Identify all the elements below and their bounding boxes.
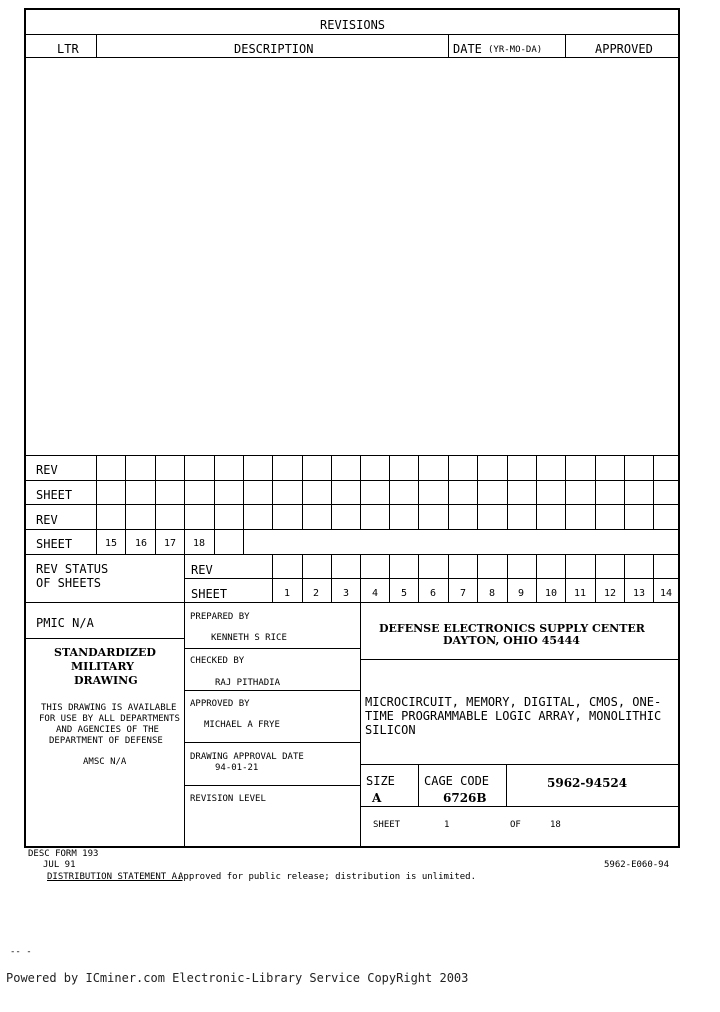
- rule: [360, 806, 680, 807]
- sheet-number: 16: [135, 538, 148, 549]
- sheet-number: 15: [105, 538, 118, 549]
- form-code: 5962-E060-94: [604, 860, 670, 870]
- size-label: SIZE: [366, 774, 395, 788]
- col-date-format: (YR-MO-DA): [488, 45, 543, 55]
- rule: [24, 602, 680, 603]
- grid-line: [507, 554, 508, 602]
- grid-line: [272, 455, 273, 529]
- grid-line: [24, 504, 680, 505]
- grid-line: [418, 554, 419, 602]
- of-value: 18: [550, 820, 561, 830]
- sheet-value: 1: [444, 820, 450, 830]
- availability-line: DEPARTMENT OF DEFENSE: [49, 736, 163, 746]
- grid-line: [125, 455, 126, 529]
- sheet-number: 10: [545, 588, 558, 599]
- form-date: JUL 91: [43, 860, 76, 870]
- checked-by-label: CHECKED BY: [190, 656, 245, 666]
- rule: [184, 742, 360, 743]
- col-date: DATE: [453, 42, 482, 56]
- grid-line: [360, 554, 361, 602]
- sheet-number: 3: [343, 588, 350, 599]
- distribution-label: DISTRIBUTION STATEMENT A.: [47, 872, 183, 882]
- drawing-title-line: TIME PROGRAMMABLE LOGIC ARRAY, MONOLITHIC: [365, 709, 662, 723]
- sheet-number: 6: [430, 588, 437, 599]
- copyright-line: Powered by ICminer.com Electronic-Library Service CopyRight 2003: [6, 971, 469, 985]
- grid-line: [536, 455, 537, 529]
- agency-location: DAYTON, OHIO 45444: [443, 634, 580, 647]
- approved-by-name: MICHAEL A FRYE: [204, 720, 280, 730]
- sheet-label-1: SHEET: [36, 488, 73, 502]
- rule: [24, 34, 680, 35]
- of-label: OF: [510, 820, 521, 830]
- form-number: DESC FORM 193: [28, 849, 99, 859]
- grid-line: [184, 578, 680, 579]
- distribution-text: Approved for public release; distribution is unlimited.: [178, 872, 477, 882]
- grid-line: [595, 455, 596, 529]
- grid-line: [477, 455, 478, 529]
- grid-line: [389, 455, 390, 529]
- rule: [360, 659, 680, 660]
- rule: [184, 603, 185, 847]
- cage-code-value: 6726B: [443, 791, 487, 805]
- grid-line: [418, 455, 419, 529]
- approved-by-label: APPROVED BY: [190, 699, 250, 709]
- revisions-title: REVISIONS: [320, 18, 386, 32]
- grid-line: [507, 455, 508, 529]
- sheet-number: 13: [633, 588, 646, 599]
- rule: [565, 34, 566, 58]
- grid-line: [477, 554, 478, 602]
- grid-line: [302, 455, 303, 529]
- col-approved: APPROVED: [595, 42, 653, 56]
- grid-line: [125, 529, 126, 554]
- availability-line: AND AGENCIES OF THE: [56, 725, 159, 735]
- size-value: A: [372, 791, 382, 805]
- grid-line: [360, 455, 361, 529]
- cage-code-label: CAGE CODE: [424, 774, 490, 788]
- sheet-number: 1: [284, 588, 291, 599]
- rev-status-label: REV STATUS: [36, 562, 109, 576]
- grid-line: [565, 554, 566, 602]
- rule: [184, 785, 360, 786]
- sheet-number: 9: [518, 588, 525, 599]
- rule: [24, 57, 680, 58]
- grid-line: [155, 529, 156, 554]
- sheet-number: 4: [372, 588, 379, 599]
- sheet-label-2: SHEET: [36, 537, 73, 551]
- grid-line: [96, 455, 97, 529]
- grid-line: [24, 529, 680, 530]
- grid-line: [624, 554, 625, 602]
- rev-label-1: REV: [36, 463, 58, 477]
- grid-line: [331, 455, 332, 529]
- rule: [24, 638, 184, 639]
- grid-line: [96, 529, 97, 554]
- prepared-by-label: PREPARED BY: [190, 612, 250, 622]
- grid-line: [214, 529, 215, 554]
- grid-line: [302, 554, 303, 602]
- sheet-number: 17: [164, 538, 177, 549]
- drawing-title-line: MICROCIRCUIT, MEMORY, DIGITAL, CMOS, ONE-: [365, 695, 662, 709]
- grid-line: [331, 554, 332, 602]
- sheet-number: 8: [489, 588, 496, 599]
- rule: [506, 765, 507, 806]
- standardized-label: STANDARDIZED: [54, 646, 156, 659]
- rev-label-3: REV: [191, 563, 213, 577]
- availability-line: THIS DRAWING IS AVAILABLE: [41, 703, 177, 713]
- grid-line: [24, 455, 680, 456]
- grid-line: [536, 554, 537, 602]
- grid-line: [448, 554, 449, 602]
- sheet-label: SHEET: [373, 820, 401, 830]
- grid-line: [448, 455, 449, 529]
- drawing-title-line: SILICON: [365, 723, 416, 737]
- grid-line: [653, 554, 654, 602]
- col-ltr: LTR: [57, 42, 79, 56]
- approval-date-label: DRAWING APPROVAL DATE: [190, 752, 304, 762]
- grid-line: [243, 455, 244, 529]
- prepared-by-name: KENNETH S RICE: [211, 633, 287, 643]
- scan-mark: -- -: [10, 947, 32, 957]
- military-label: MILITARY: [71, 660, 134, 673]
- grid-line: [653, 455, 654, 529]
- grid-line: [214, 455, 215, 529]
- approval-date: 94-01-21: [215, 763, 259, 773]
- grid-line: [155, 455, 156, 529]
- drawing-number: 5962-94524: [547, 776, 628, 790]
- rev-label-2: REV: [36, 513, 58, 527]
- grid-line: [184, 529, 185, 554]
- sheet-number: 18: [193, 538, 206, 549]
- agency-name: DEFENSE ELECTRONICS SUPPLY CENTER: [379, 622, 645, 635]
- pmic-label: PMIC N/A: [36, 616, 94, 630]
- grid-line: [565, 455, 566, 529]
- sheet-number: 14: [660, 588, 673, 599]
- sheet-number: 11: [574, 588, 587, 599]
- rule: [360, 764, 680, 765]
- grid-line: [243, 529, 244, 554]
- drawing-label: DRAWING: [74, 674, 138, 687]
- grid-line: [595, 554, 596, 602]
- sheet-number: 7: [460, 588, 467, 599]
- availability-line: FOR USE BY ALL DEPARTMENTS: [39, 714, 180, 724]
- col-description: DESCRIPTION: [234, 42, 314, 56]
- grid-line: [184, 554, 185, 602]
- amsc-label: AMSC N/A: [83, 757, 127, 767]
- sheet-number: 12: [604, 588, 617, 599]
- grid-line: [389, 554, 390, 602]
- grid-line: [624, 455, 625, 529]
- rule: [418, 765, 419, 806]
- rule: [96, 34, 97, 58]
- sheet-label-3: SHEET: [191, 587, 228, 601]
- rule: [184, 648, 360, 649]
- sheet-number: 2: [313, 588, 320, 599]
- sheet-number: 5: [401, 588, 408, 599]
- rule: [448, 34, 449, 58]
- rule: [360, 603, 361, 847]
- revision-level-label: REVISION LEVEL: [190, 794, 266, 804]
- grid-line: [184, 455, 185, 529]
- grid-line: [24, 554, 680, 555]
- grid-line: [272, 554, 273, 602]
- rule: [184, 690, 360, 691]
- checked-by-name: RAJ PITHADIA: [215, 678, 281, 688]
- of-sheets-label: OF SHEETS: [36, 576, 102, 590]
- grid-line: [24, 480, 680, 481]
